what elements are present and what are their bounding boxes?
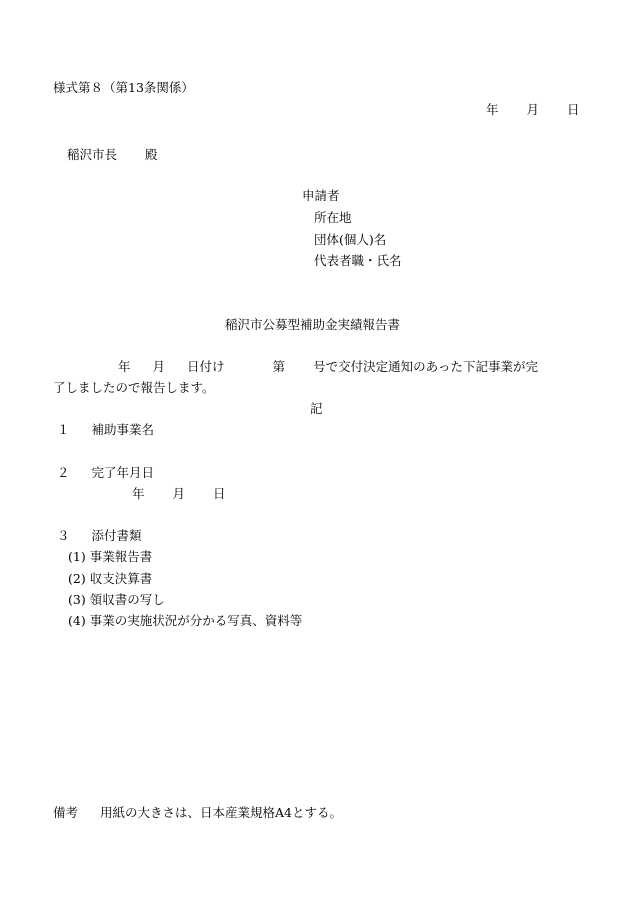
item-2 [57, 465, 154, 481]
note-text: 用紙の大きさは、日本産業規格A4とする。 [100, 805, 342, 820]
attachment-item [68, 549, 152, 565]
date-month-label: 月 [526, 102, 540, 117]
item-3-label: 添付書類 [91, 528, 142, 543]
applicant-org-label: 団体(個人)名 [314, 232, 387, 247]
applicant-heading: 申請者 [302, 188, 340, 203]
attachment-number: (3) [68, 592, 86, 607]
item-2-number: ２ [57, 465, 70, 480]
addressee [67, 147, 158, 163]
intro-line-2: 了しましたので報告します。 [53, 380, 215, 395]
date-year-label: 年 [486, 102, 499, 117]
attachment-label: 収支決算書 [89, 571, 153, 586]
form-number: 様式第８（第13条関係） [53, 80, 194, 95]
completion-date [132, 486, 226, 502]
addressee-name: 稲沢市長 [67, 147, 118, 162]
intro-line-1 [118, 359, 538, 375]
date-line [486, 102, 580, 118]
item-3-number: ３ [57, 528, 70, 543]
date-day-label: 日 [567, 102, 580, 117]
completion-year-label: 年 [132, 486, 145, 501]
document-title: 稲沢市公募型補助金実績報告書 [225, 317, 401, 332]
attachment-item [68, 613, 302, 629]
intro-rest-text: 号で交付決定通知のあった下記事業が完 [313, 359, 538, 374]
attachment-item [68, 592, 165, 608]
attachment-label: 事業の実施状況が分かる写真、資料等 [89, 613, 303, 628]
attachment-number: (2) [68, 571, 86, 586]
item-1 [57, 422, 154, 438]
applicant-address-label: 所在地 [314, 210, 352, 225]
ki-label: 記 [310, 401, 323, 416]
item-1-number: １ [57, 422, 70, 437]
note [53, 805, 342, 821]
attachment-number: (4) [68, 613, 86, 628]
intro-month-label: 月 [152, 359, 166, 374]
attachment-item [68, 571, 152, 587]
intro-dai-label: 第 [272, 359, 286, 374]
applicant-rep-label: 代表者職・氏名 [314, 253, 402, 268]
attachment-label: 領収書の写し [89, 592, 165, 607]
intro-year-label: 年 [118, 359, 131, 374]
addressee-honorific: 殿 [145, 147, 158, 162]
attachment-number: (1) [68, 549, 86, 564]
note-label: 備考 [53, 805, 79, 820]
attachment-label: 事業報告書 [89, 549, 153, 564]
item-1-label: 補助事業名 [91, 422, 155, 437]
completion-month-label: 月 [172, 486, 186, 501]
intro-dated-label: 日付け [187, 359, 225, 374]
item-3 [57, 528, 142, 544]
completion-day-label: 日 [213, 486, 226, 501]
item-2-label: 完了年月日 [91, 465, 155, 480]
